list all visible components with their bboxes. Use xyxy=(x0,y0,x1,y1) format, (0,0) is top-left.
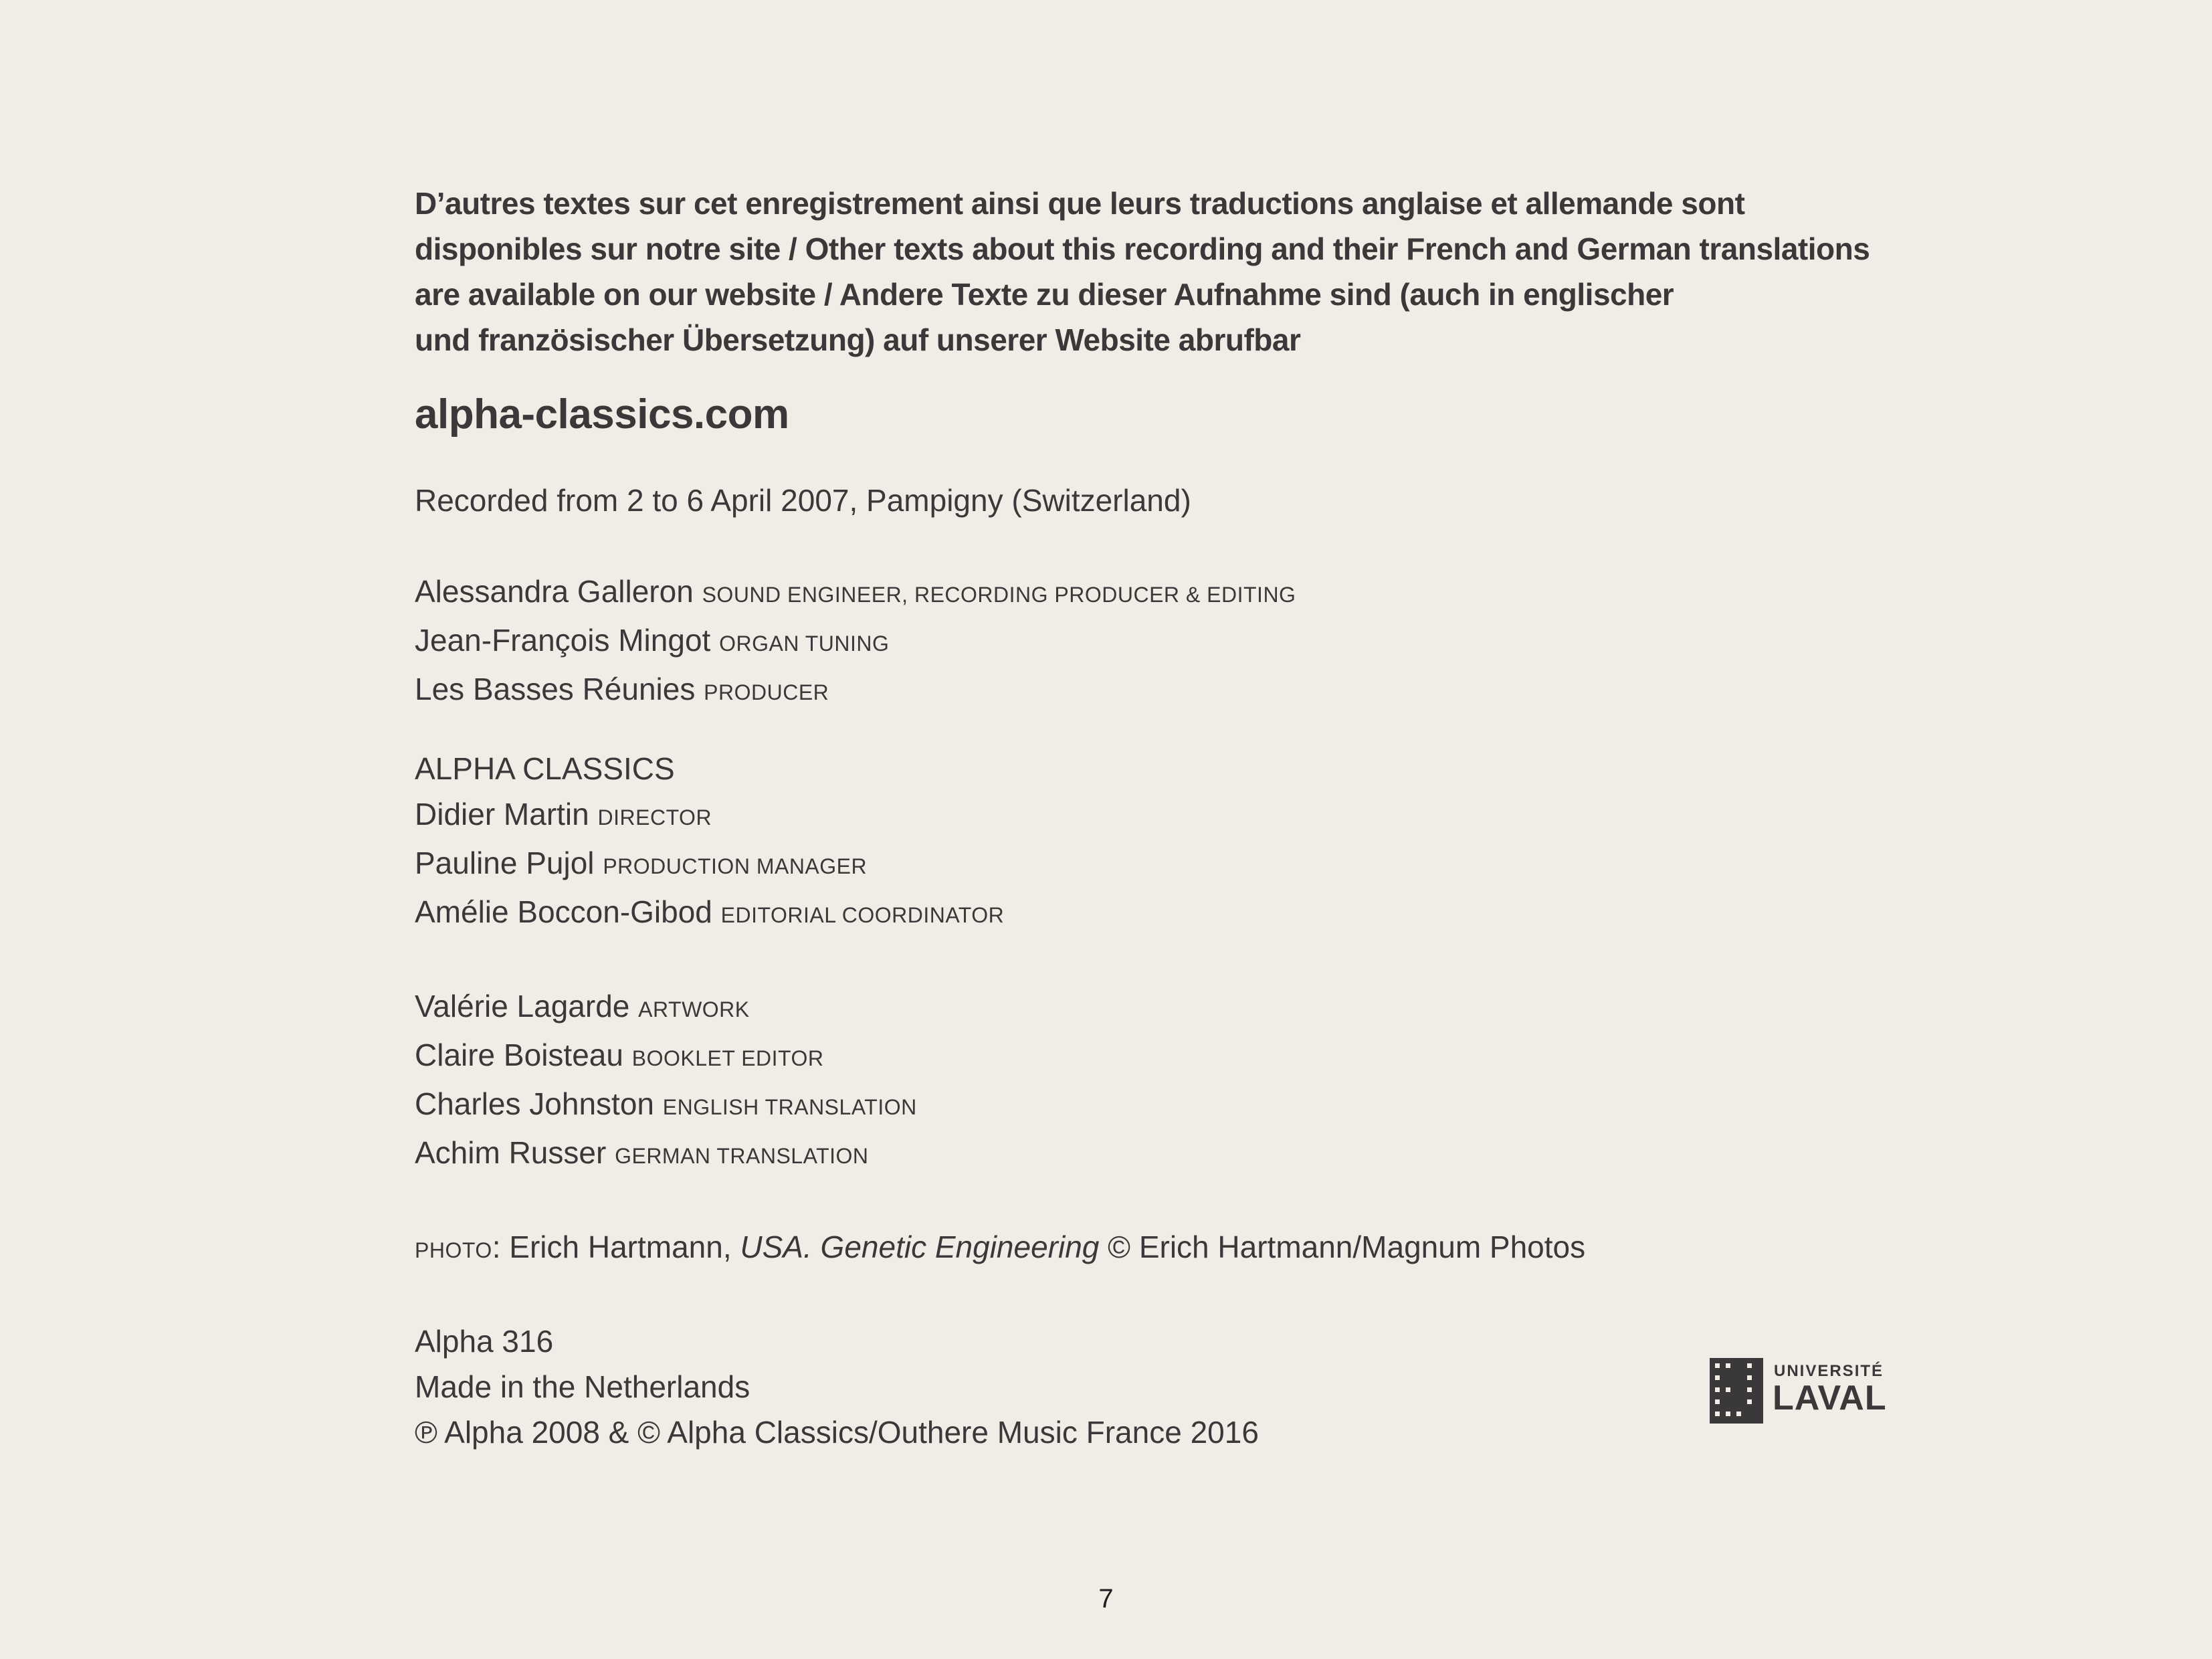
credit-role: PRODUCER xyxy=(704,680,829,704)
credit-role: ORGAN TUNING xyxy=(719,631,890,656)
credit-name: Valérie Lagarde xyxy=(415,989,630,1023)
logo-text-bottom: LAVAL xyxy=(1773,1379,1887,1418)
credit-line xyxy=(415,889,1886,938)
photo-credit xyxy=(415,1224,1886,1273)
photo-title: USA. Genetic Engineering xyxy=(740,1230,1100,1264)
credits-page xyxy=(415,181,1886,1455)
credit-name: Charles Johnston xyxy=(415,1086,654,1121)
translations-notice xyxy=(415,181,1886,363)
credit-line xyxy=(415,791,1886,840)
credit-role: GERMAN TRANSLATION xyxy=(615,1144,869,1168)
credit-name: Claire Boisteau xyxy=(415,1038,623,1072)
credit-line xyxy=(415,569,1886,617)
page-number: 7 xyxy=(1098,1584,1114,1614)
label-credits xyxy=(415,746,1886,938)
credit-role: BOOKLET EDITOR xyxy=(631,1046,824,1070)
credit-role: ENGLISH TRANSLATION xyxy=(662,1095,917,1119)
catalog-info xyxy=(415,1319,1886,1455)
credit-line xyxy=(415,1130,1886,1179)
notice-line: are available on our website / Andere Texte zu dieser Aufnahme sind (auch in englischer xyxy=(415,277,1674,312)
label-name: ALPHA CLASSICS xyxy=(415,751,675,786)
credit-role: SOUND ENGINEER, RECORDING PRODUCER & EDITING xyxy=(702,583,1296,607)
credit-line xyxy=(415,666,1886,715)
made-in: Made in the Netherlands xyxy=(415,1369,750,1404)
credit-name: Jean-François Mingot xyxy=(415,623,711,658)
credit-name: Didier Martin xyxy=(415,797,589,832)
credit-name: Amélie Boccon-Gibod xyxy=(415,894,712,929)
notice-line: D’autres textes sur cet enregistrement ainsi que leurs traductions anglaise et allemande sont xyxy=(415,186,1745,221)
credit-role: PRODUCTION MANAGER xyxy=(603,854,868,878)
catalog-number: Alpha 316 xyxy=(415,1324,554,1359)
logo-text-top: UNIVERSITÉ xyxy=(1774,1362,1884,1380)
laval-mark-icon xyxy=(1710,1358,1763,1424)
credit-name: Pauline Pujol xyxy=(415,846,595,880)
credit-role: ARTWORK xyxy=(638,997,750,1021)
notice-line: und französischer Übersetzung) auf unserer Website abrufbar xyxy=(415,322,1301,357)
credit-line xyxy=(415,617,1886,666)
booklet-credits xyxy=(415,983,1886,1179)
copyright-notice: ℗ Alpha 2008 & © Alpha Classics/Outhere Music France 2016 xyxy=(415,1415,1259,1450)
photo-copyright: © Erich Hartmann/Magnum Photos xyxy=(1108,1230,1586,1264)
credit-line xyxy=(415,983,1886,1032)
credit-line xyxy=(415,840,1886,889)
photo-separator: : xyxy=(492,1230,501,1264)
credit-role: EDITORIAL COORDINATOR xyxy=(720,903,1005,927)
universite-laval-logo xyxy=(1710,1358,1887,1425)
website-link[interactable]: alpha-classics.com xyxy=(415,391,789,437)
notice-line: disponibles sur notre site / Other texts about this recording and their French and German translations xyxy=(415,231,1870,266)
credit-line xyxy=(415,1081,1886,1130)
credit-name: Les Basses Réunies xyxy=(415,672,696,706)
credit-name: Achim Russer xyxy=(415,1135,607,1170)
recording-credits xyxy=(415,569,1886,715)
credit-role: DIRECTOR xyxy=(597,805,712,830)
credit-line xyxy=(415,1032,1886,1081)
credit-name: Alessandra Galleron xyxy=(415,574,694,609)
photo-label: PHOTO xyxy=(415,1238,492,1262)
recording-info: Recorded from 2 to 6 April 2007, Pampigny (Switzerland) xyxy=(415,483,1191,518)
photographer: Erich Hartmann, xyxy=(509,1230,732,1264)
